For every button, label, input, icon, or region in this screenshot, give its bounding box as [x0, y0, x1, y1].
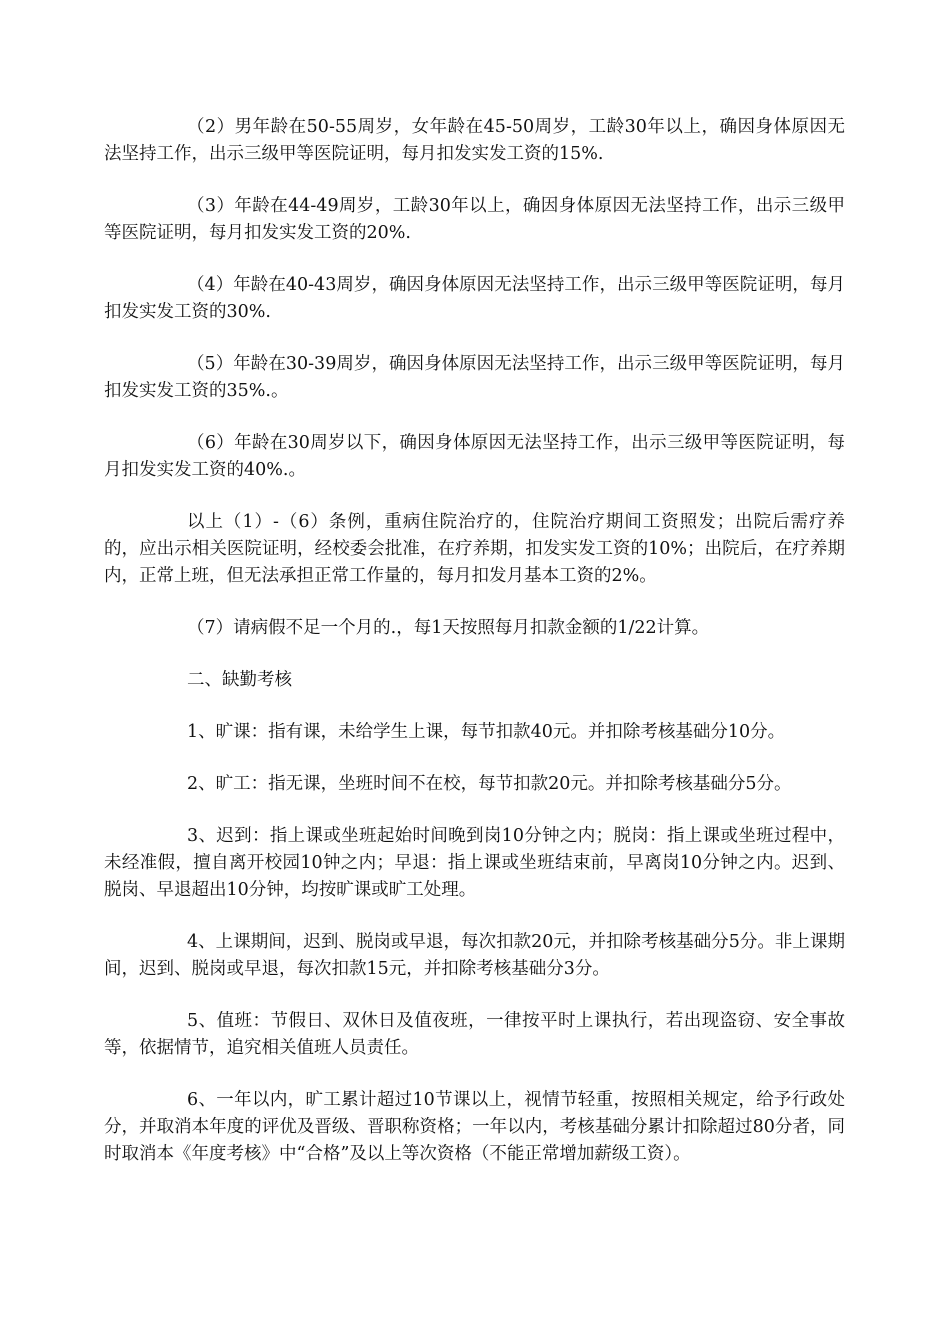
document-body: [104, 114, 845, 1193]
paragraph-absence-item-1: 1、旷课：指有课，未给学生上课，每节扣款40元。并扣除考核基础分10分。: [187, 722, 786, 742]
paragraph-sick-leave-item-4: （4）年龄在40-43周岁，确因身体原因无法坚持工作，出示三级甲等医院证明，每月扣发实发工资的30%.: [104, 275, 845, 322]
paragraph-sick-leave-item-3: （3）年龄在44-49周岁，工龄30年以上，确因身体原因无法坚持工作，出示三级甲等医院证明，每月扣发实发工资的20%.: [104, 196, 845, 243]
paragraph-hospitalization-note: 以上（1）-（6）条例，重病住院治疗的，住院治疗期间工资照发；出院后需疗养的，应出示相关医院证明，经校委会批准，在疗养期，扣发实发工资的10%；出院后，在疗养期内，正常上班，但无法承担正常工作量的，每月扣发月基本工资的2%。: [104, 512, 845, 586]
paragraph-sick-leave-item-5: （5）年龄在30-39周岁，确因身体原因无法坚持工作，出示三级甲等医院证明，每月扣发实发工资的35%.。: [104, 354, 845, 401]
paragraph-absence-item-5: 5、值班：节假日、双休日及值夜班，一律按平时上课执行，若出现盗窃、安全事故等，依据情节，追究相关值班人员责任。: [104, 1011, 845, 1058]
paragraph-sick-leave-item-2: （2）男年龄在50-55周岁，女年龄在45-50周岁，工龄30年以上，确因身体原因无法坚持工作，出示三级甲等医院证明，每月扣发实发工资的15%.: [104, 117, 845, 164]
paragraph-sick-leave-item-7: （7）请病假不足一个月的.，每1天按照每月扣款金额的1/22计算。: [187, 618, 710, 638]
section-heading-absence: 二、缺勤考核: [187, 670, 292, 690]
paragraph-absence-item-6: 6、一年以内，旷工累计超过10节课以上，视情节轻重，按照相关规定，给予行政处分，并取消本年度的评优及晋级、晋职称资格；一年以内，考核基础分累计扣除超过80分者，同时取消本《年度考核》中“合格”及以上等次资格（不能正常增加薪级工资）。: [104, 1090, 845, 1164]
paragraph-absence-item-4: 4、上课期间，迟到、脱岗或早退，每次扣款20元，并扣除考核基础分5分。非上课期间，迟到、脱岗或早退，每次扣款15元，并扣除考核基础分3分。: [104, 932, 845, 979]
paragraph-absence-item-3: 3、迟到：指上课或坐班起始时间晚到岗10分钟之内；脱岗：指上课或坐班过程中，未经准假，擅自离开校园10钟之内；早退：指上课或坐班结束前，早离岗10分钟之内。迟到、脱岗、早退超出10分钟，均按旷课或旷工处理。: [104, 826, 845, 900]
paragraph-sick-leave-item-6: （6）年龄在30周岁以下，确因身体原因无法坚持工作，出示三级甲等医院证明，每月扣发实发工资的40%.。: [104, 433, 845, 480]
paragraph-absence-item-2: 2、旷工：指无课，坐班时间不在校，每节扣款20元。并扣除考核基础分5分。: [187, 774, 792, 794]
